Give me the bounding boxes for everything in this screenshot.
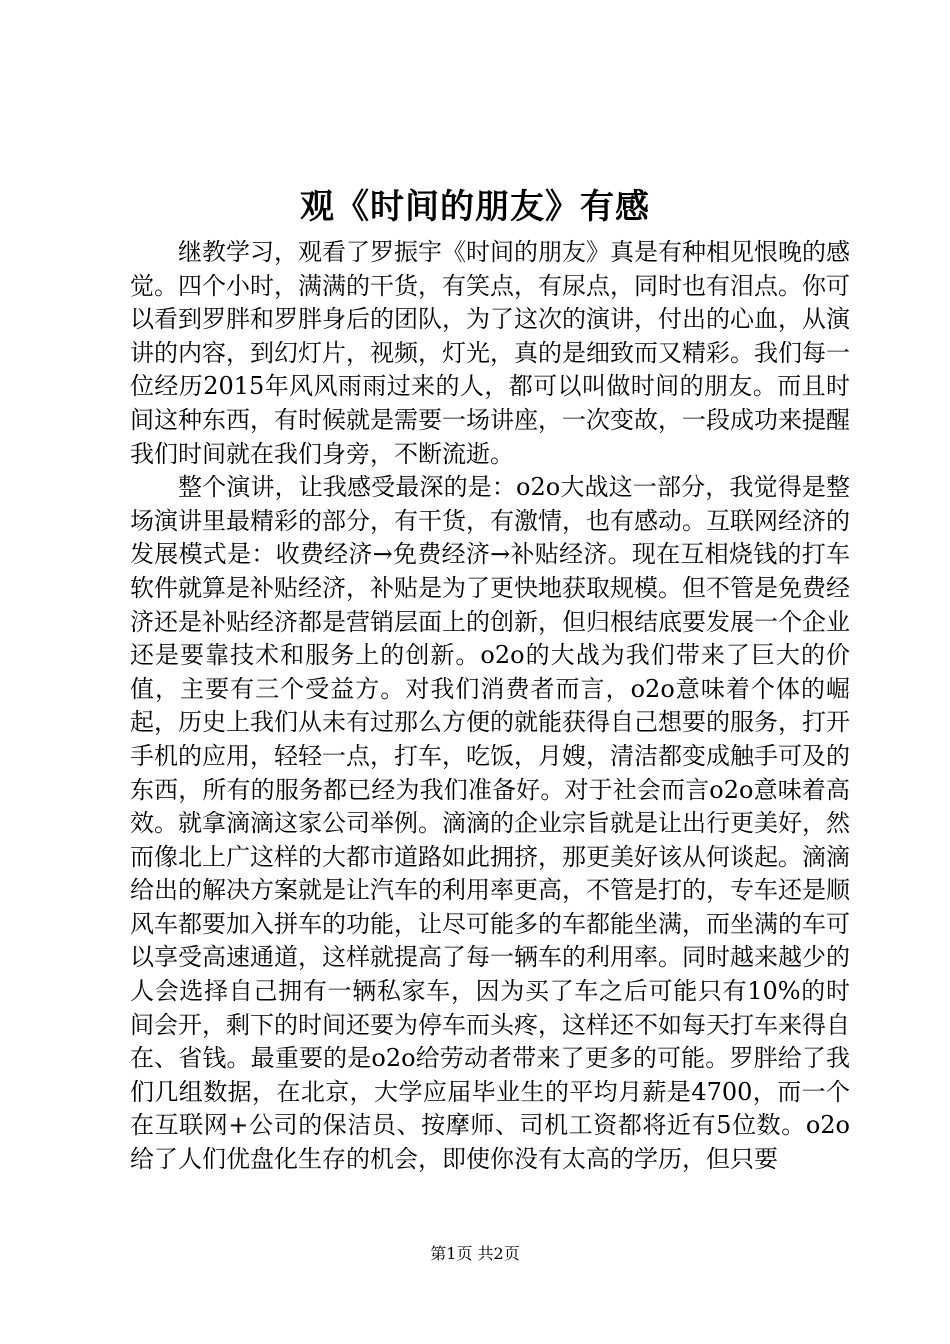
paragraph-1: 继教学习，观看了罗振宇《时间的朋友》真是有种相见恨晚的感觉。四个小时，满满的干货，有笑点，有尿点，同时也有泪点。你可以看到罗胖和罗胖身后的团队，为了这次的演讲，付出的心血，从演讲的内容，到幻灯片，视频，灯光，真的是细致而又精彩。我们每一位经历2015年风风雨雨过来的人，都可以叫做时间的朋友。而且时间这种东西，有时候就是需要一场讲座，一次变故，一段成功来提醒我们时间就在我们身旁，不断流逝。 xyxy=(130,238,850,468)
page-number-footer: 第1页 共2页 xyxy=(430,1244,520,1263)
document-title: 观《时间的朋友》有感 xyxy=(300,187,650,227)
paragraph-2: 整个演讲，让我感受最深的是：o2o大战这一部分，我觉得是整场演讲里最精彩的部分，有干货，有激情，也有感动。互联网经济的发展模式是：收费经济→免费经济→补贴经济。现在互相烧钱的打车软件就算是补贴经济，补贴是为了更快地获取规模。但不管是免费经济还是补贴经济都是营销层面上的创新，但归根结底要发展一个企业还是要靠技术和服务上的创新。o2o的大战为我们带来了巨大的价值，主要有三个受益方。对我们消费者而言，o2o意味着个体的崛起，历史上我们从未有过那么方便的就能获得自己想要的服务，打开手机的应用，轻轻一点，打车，吃饭，月嫂，清洁都变成触手可及的东西，所有的服务都已经为我们准备好。对于社会而言o2o意味着高效。就拿滴滴这家公司举例。滴滴的企业宗旨就是让出行更美好，然而像北上广这样的大都市道路如此拥挤，那更美好该从何谈起。滴滴给出的解决方案就是让汽车的利用率更高，不管是打的，专车还是顺风车都要加入拼车的功能，让尽可能多的车都能坐满，而坐满的车可以享受高速通道，这样就提高了每一辆车的利用率。同时越来越少的人会选择自己拥有一辆私家车，因为买了车之后可能只有10%的时间会开，剩下的时间还要为停车而头疼，这样还不如每天打车来得自在、省钱。最重要的是o2o给劳动者带来了更多的可能。罗胖给了我们几组数据，在北京，大学应届毕业生的平均月薪是4700，而一个在互联网+公司的保洁员、按摩师、司机工资都将近有5位数。o2o给了人们优盘化生存的机会，即使你没有太高的学历，但只要 xyxy=(130,473,850,1174)
document-body xyxy=(130,236,850,1177)
